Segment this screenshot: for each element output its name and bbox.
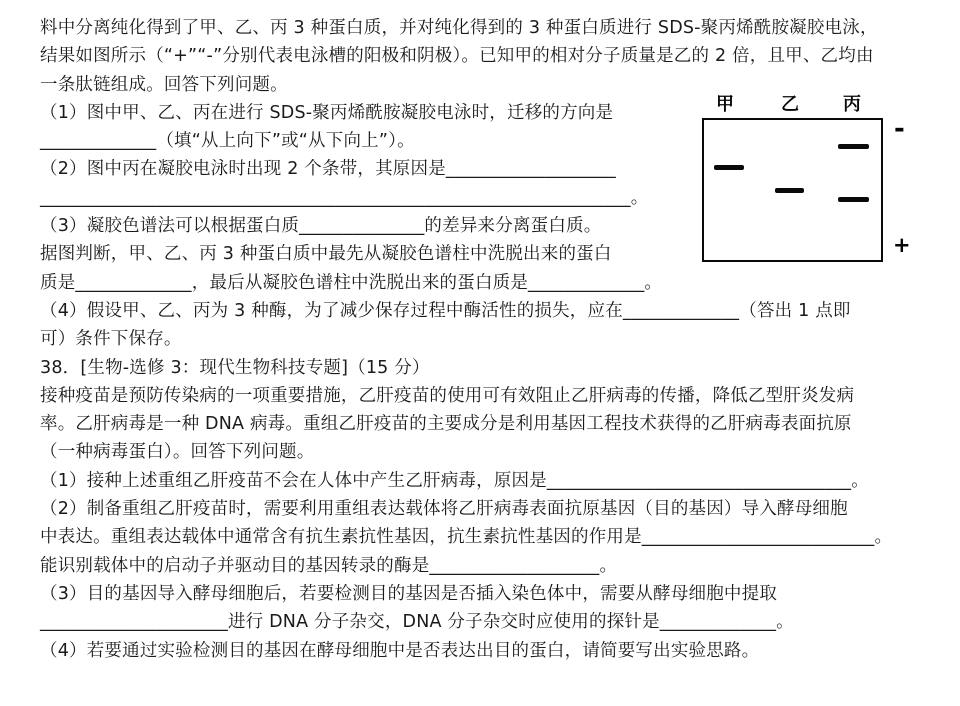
text-line-q37-item3: （3）凝胶色谱法可以根据蛋白质______________的差异来分离蛋白质。: [40, 216, 602, 237]
text-line: 接种疫苗是预防传染病的一项重要措施，乙肝疫苗的使用可有效阻止乙肝病毒的传播，降低乙型肝炎发病: [40, 385, 855, 406]
protein-band-bing: [838, 144, 869, 149]
text-line: 据图判断，甲、乙、丙 3 种蛋白质中最先从凝胶色谱柱中洗脱出来的蛋白: [40, 244, 612, 265]
text-line: 一条肽链组成。回答下列问题。: [40, 74, 288, 95]
text-line-q38-item2: （2）制备重组乙肝疫苗时，需要利用重组表达载体将乙肝病毒表面抗原基因（目的基因）导入酵母细胞: [40, 499, 848, 520]
text-line: 中表达。重组表达载体中通常含有抗生素抗性基因，抗生素抗性基因的作用是__________________________。: [40, 527, 893, 548]
text-line-q37-item1: （1）图中甲、乙、丙在进行 SDS-聚丙烯酰胺凝胶电泳时，迁移的方向是: [40, 102, 614, 123]
lane-label-jia: 甲: [716, 94, 734, 115]
protein-band-bing: [838, 197, 869, 202]
text-line: 料中分离纯化得到了甲、乙、丙 3 种蛋白质，并对纯化得到的 3 种蛋白质进行 SDS-聚丙烯酰胺凝胶电泳，: [40, 18, 878, 38]
text-line-q38-item4: （4）若要通过实验检测目的基因在酵母细胞中是否表达出目的蛋白，请简要写出实验思路。: [40, 640, 760, 661]
text-line: 结果如图所示（“+”“-”分别代表电泳槽的阳极和阴极）。已知甲的相对分子质量是乙的 2 倍，且甲、乙均由: [40, 46, 874, 67]
lane-label-yi: 乙: [781, 94, 799, 115]
lane-label-bing: 丙: [843, 94, 861, 115]
text-line-blank: _____________________进行 DNA 分子杂交，DNA 分子杂交时应使用的探针是_____________。: [40, 612, 794, 633]
text-line: 率。乙肝病毒是一种 DNA 病毒。重组乙肝疫苗的主要成分是利用基因工程技术获得的乙肝病毒表面抗原: [40, 414, 852, 435]
text-line-q37-item4: （4）假设甲、乙、丙为 3 种酶，为了减少保存过程中酶活性的损失，应在_____________（答出 1 点即: [40, 300, 851, 321]
text-line: 质是_____________，最后从凝胶色谱柱中洗脱出来的蛋白质是_____________。: [40, 272, 663, 293]
text-line-q38-item3: （3）目的基因导入酵母细胞后，若要检测目的基因是否插入染色体中，需要从酵母细胞中提取: [40, 583, 778, 604]
text-line: 能识别载体中的启动子并驱动目的基因转录的酶是___________________。: [40, 555, 618, 576]
text-line-blank: __________________________________________________________________。: [40, 187, 649, 208]
text-line-q37-item2: （2）图中丙在凝胶电泳时出现 2 个条带，其原因是___________________: [40, 159, 616, 180]
text-line-q38-heading: 38．[生物-选修 3：现代生物科技专题]（15 分）: [40, 357, 430, 378]
text-line: （一种病毒蛋白）。回答下列问题。: [40, 442, 315, 463]
text-line: 可）条件下保存。: [40, 329, 182, 350]
protein-band-yi: [775, 188, 804, 193]
anode-plus-label: +: [893, 233, 911, 257]
protein-band-jia: [714, 165, 744, 170]
text-line-q38-item1: （1）接种上述重组乙肝疫苗不会在人体中产生乙肝病毒，原因是__________________________________。: [40, 470, 869, 491]
cathode-minus-label: -: [894, 114, 905, 144]
text-line-blank: _____________（填“从上向下”或“从下向上”）。: [40, 131, 415, 152]
